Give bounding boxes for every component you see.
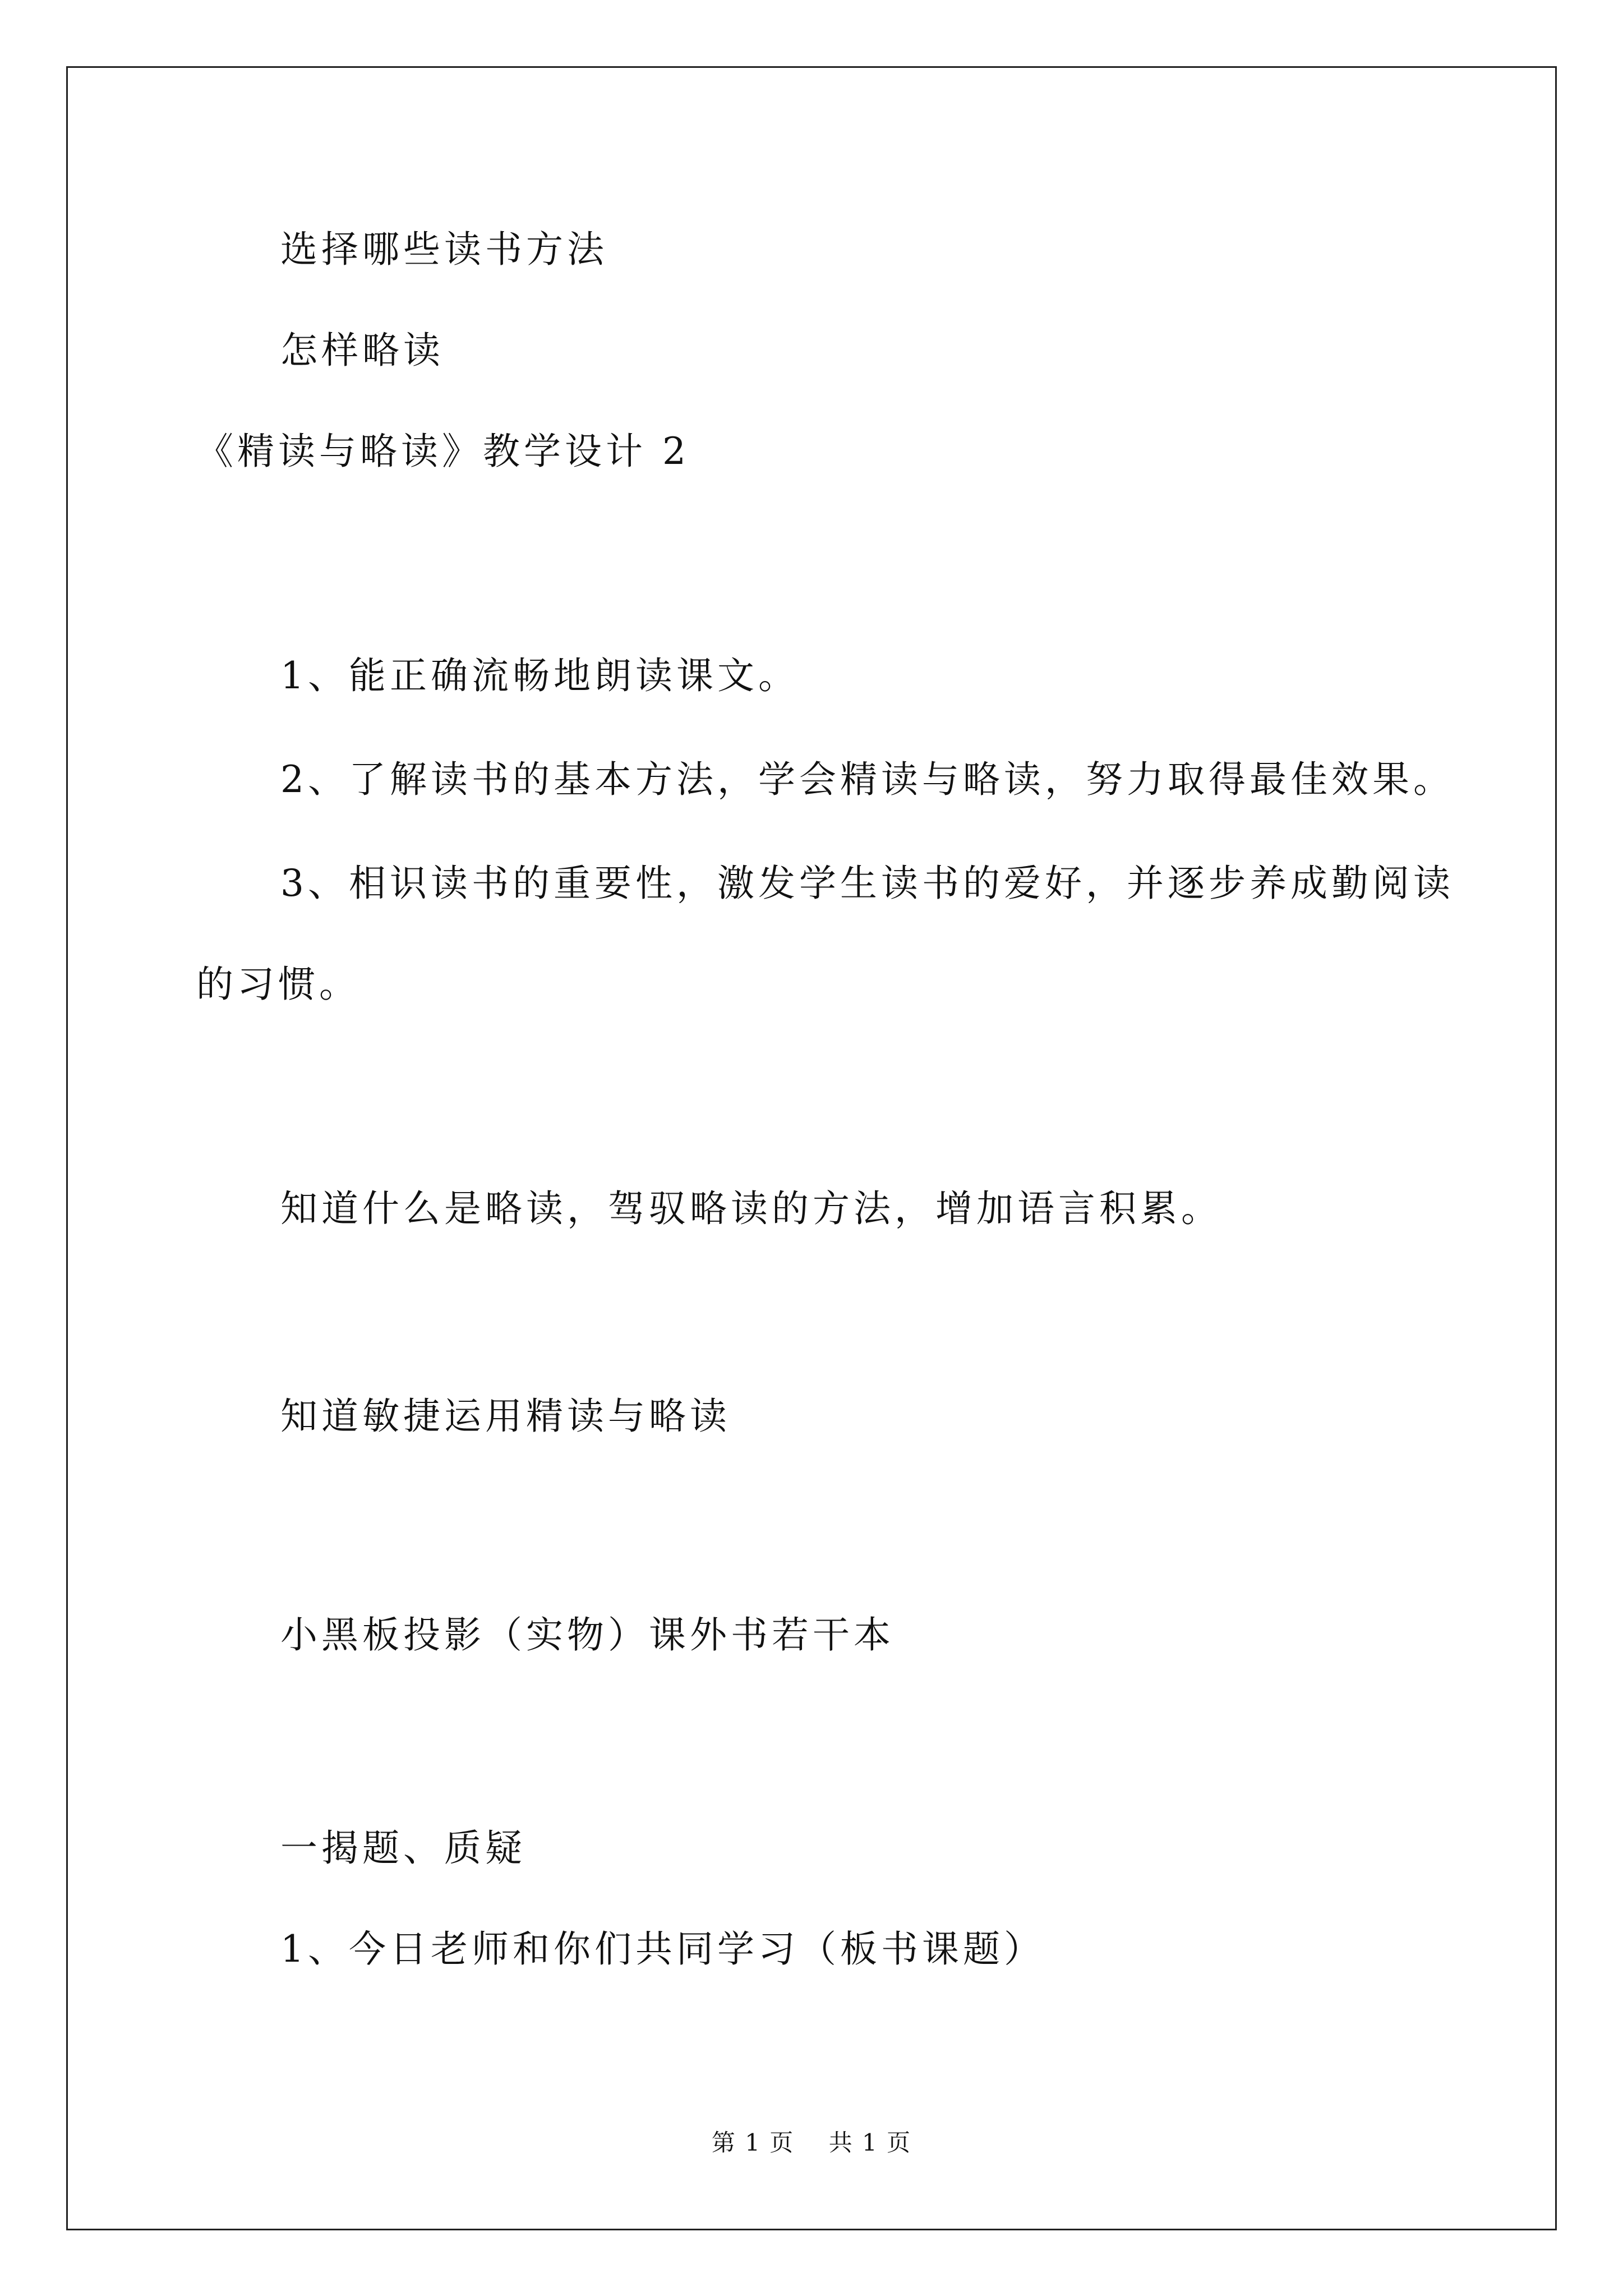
text-line: 知道敏捷运用精读与略读 xyxy=(280,1395,731,1438)
text-line: 1、今日老师和你们共同学习（板书课题） xyxy=(280,1927,1045,1971)
text-line: 知道什么是略读，驾驭略读的方法，增加语言积累。 xyxy=(280,1187,1222,1230)
text-line: 一揭题、质疑 xyxy=(280,1826,526,1870)
text-line: 的习惯。 xyxy=(196,963,360,1006)
text-line: 2、了解读书的基本方法，学会精读与略读，努力取得最佳效果。 xyxy=(280,758,1454,801)
text-line: 3、相识读书的重要性，激发学生读书的爱好，并逐步养成勤阅读 xyxy=(280,862,1454,905)
text-line: 小黑板投影（实物）课外书若干本 xyxy=(280,1613,895,1657)
page-footer: 第 1 页 共 1 页 xyxy=(711,2129,912,2156)
text-line: 怎样略读 xyxy=(280,329,444,372)
text-line: 1、能正确流畅地朗读课文。 xyxy=(280,654,799,697)
section-title: 《精读与略读》教学设计 2 xyxy=(196,430,690,473)
text-line: 选择哪些读书方法 xyxy=(280,228,608,271)
page-frame xyxy=(66,66,1557,2230)
